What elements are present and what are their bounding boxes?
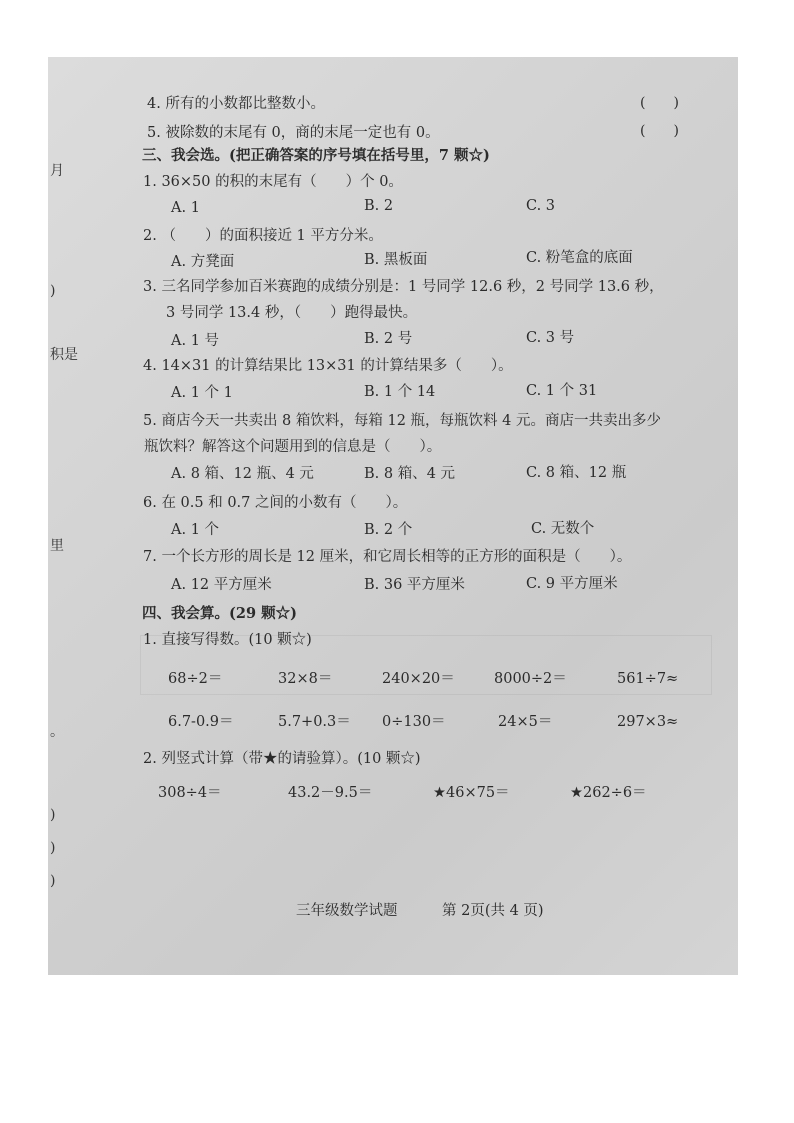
- choice-option-a: A. 1: [171, 200, 200, 216]
- choice-question-stem: 4. 14×31 的计算结果比 13×31 的计算结果多（ ）。: [143, 358, 513, 374]
- oral-calc-item: 24×5＝: [498, 714, 553, 730]
- choice-option-a: A. 1 个 1: [171, 385, 233, 401]
- oral-calc-item: 0÷130＝: [382, 714, 446, 730]
- left-edge-fragment: 积是: [50, 347, 78, 363]
- oral-calc-item: 6.7-0.9＝: [168, 714, 234, 730]
- choice-option-b: B. 1 个 14: [364, 384, 436, 400]
- section-3-title: 三、我会选。(把正确答案的序号填在括号里，7 颗☆): [142, 147, 490, 164]
- oral-calc-item: 8000÷2＝: [494, 671, 567, 687]
- choice-option-c: C. 3 号: [526, 330, 575, 346]
- choice-option-b: B. 2 号: [364, 331, 413, 347]
- choice-option-a: A. 方凳面: [171, 254, 235, 270]
- judge-answer-blank: ( ): [640, 95, 679, 111]
- judge-answer-blank: ( ): [640, 123, 679, 139]
- choice-option-a: A. 12 平方厘米: [171, 577, 272, 593]
- choice-question-stem: 6. 在 0.5 和 0.7 之间的小数有（ ）。: [143, 495, 408, 511]
- choice-option-a: A. 1 号: [171, 333, 220, 349]
- oral-calc-item: 5.7+0.3＝: [278, 714, 351, 730]
- choice-option-c: C. 3: [526, 198, 556, 214]
- choice-option-b: B. 8 箱、4 元: [364, 466, 456, 482]
- left-edge-fragment: ): [50, 873, 56, 889]
- choice-option-b: B. 36 平方厘米: [364, 577, 465, 593]
- oral-calc-item: 297×3≈: [617, 714, 679, 730]
- choice-option-c: C. 无数个: [531, 521, 595, 537]
- choice-question-stem-cont: 3 号同学 13.4 秒，（ ）跑得最快。: [166, 305, 418, 321]
- choice-option-c: C. 1 个 31: [526, 383, 598, 399]
- left-edge-fragment: 月: [50, 163, 64, 179]
- left-edge-fragment: 里: [50, 538, 64, 554]
- choice-option-a: A. 1 个: [171, 522, 220, 538]
- oral-calc-item: 240×20＝: [382, 671, 455, 687]
- oral-calc-heading: 1. 直接写得数。(10 颗☆): [143, 632, 312, 648]
- choice-option-b: B. 2: [364, 198, 394, 214]
- left-edge-fragment: ): [50, 283, 56, 299]
- vertical-calc-heading: 2. 列竖式计算（带★的请验算）。(10 颗☆): [143, 751, 421, 767]
- choice-option-b: B. 2 个: [364, 522, 413, 538]
- choice-question-stem: 3. 三名同学参加百米赛跑的成绩分别是：1 号同学 12.6 秒，2 号同学 13.6 秒，: [143, 279, 664, 295]
- vertical-calc-item: 308÷4＝: [158, 785, 222, 801]
- choice-option-b: B. 黑板面: [364, 252, 428, 268]
- choice-option-c: C. 粉笔盒的底面: [526, 250, 633, 266]
- judge-question-4: 4. 所有的小数都比整数小。: [147, 96, 325, 112]
- oral-calc-item: 68÷2＝: [168, 671, 223, 687]
- choice-option-c: C. 8 箱、12 瓶: [526, 465, 627, 481]
- choice-question-stem: 5. 商店今天一共卖出 8 箱饮料，每箱 12 瓶，每瓶饮料 4 元。商店一共卖出多少: [143, 413, 661, 429]
- choice-question-stem-cont: 瓶饮料？解答这个问题用到的信息是（ ）。: [144, 439, 442, 455]
- choice-question-stem: 1. 36×50 的积的末尾有（ ）个 0。: [143, 174, 403, 190]
- vertical-calc-item: ★262÷6＝: [570, 785, 647, 801]
- choice-question-stem: 7. 一个长方形的周长是 12 厘米，和它周长相等的正方形的面积是（ ）。: [143, 549, 632, 565]
- vertical-calc-item: ★46×75＝: [433, 785, 510, 801]
- judge-question-5: 5. 被除数的末尾有 0，商的末尾一定也有 0。: [147, 125, 440, 141]
- choice-option-a: A. 8 箱、12 瓶、4 元: [171, 466, 314, 482]
- choice-question-stem: 2. （ ）的面积接近 1 平方分米。: [143, 228, 383, 244]
- oral-calc-item: 561÷7≈: [617, 671, 679, 687]
- left-edge-fragment: ): [50, 807, 56, 823]
- left-edge-fragment: ): [50, 840, 56, 856]
- section-4-title: 四、我会算。(29 颗☆): [142, 605, 297, 622]
- scanned-exam-page: [48, 57, 738, 975]
- left-edge-fragment: 。: [50, 724, 64, 740]
- footer-title: 三年级数学试题: [296, 903, 398, 919]
- choice-option-c: C. 9 平方厘米: [526, 576, 618, 592]
- vertical-calc-item: 43.2－9.5＝: [288, 785, 373, 801]
- footer-page-number: 第 2页(共 4 页): [442, 903, 544, 919]
- oral-calc-item: 32×8＝: [278, 671, 333, 687]
